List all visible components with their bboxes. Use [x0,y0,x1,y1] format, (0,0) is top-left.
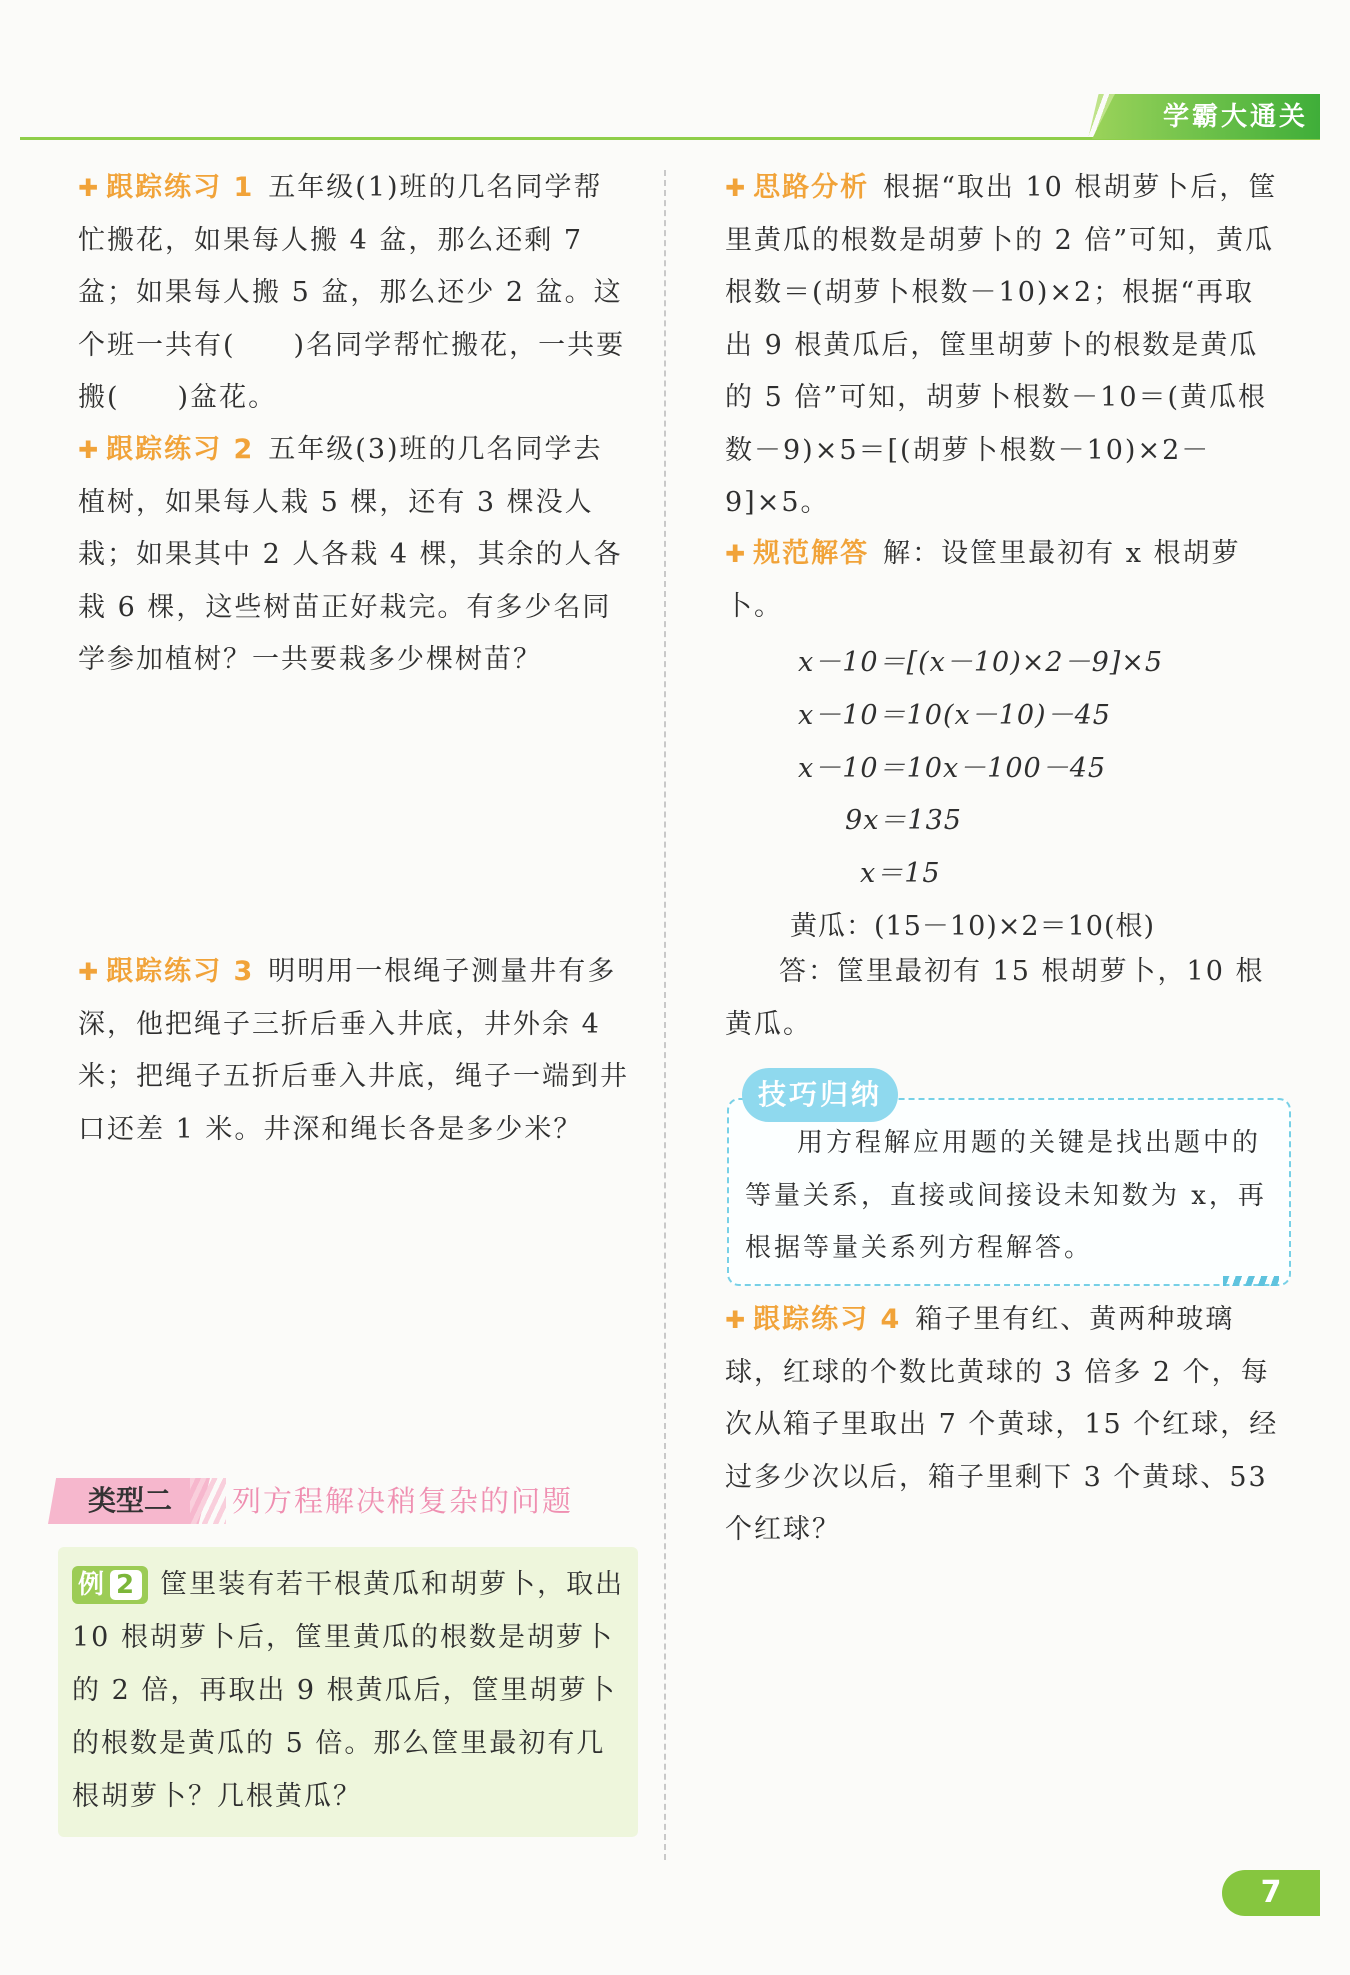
exercise-3 [78,946,630,1156]
equation-4: 9x＝135 [845,805,962,836]
exercise-2-label: ✚ 跟踪练习 2 [78,434,255,465]
answer: 答：筐里最初有 15 根胡萝卜，10 根黄瓜。 [725,956,1265,1040]
analysis [725,162,1280,530]
solution-label: ✚ 规范解答 [725,538,870,569]
equation-3: x－10＝10x－100－45 [798,753,1107,784]
exercise-4 [725,1294,1280,1557]
plus-icon: ✚ [725,1306,748,1334]
equation-5: x＝15 [860,858,941,889]
exercise-2 [78,424,630,687]
exercise-1-label: ✚ 跟踪练习 1 [78,172,255,203]
type-badge: 类型二 [87,1484,172,1517]
type-title: 列方程解决稍复杂的问题 [232,1484,574,1518]
solution [725,528,1280,633]
exercise-3-text: 明明用一根绳子测量井有多深，他把绳子三折后垂入井底，井外余 4 米；把绳子五折后垂入井底，绳子一端到井口还差 1 米。井深和绳长各是多少米？ [78,956,629,1145]
exercise-4-text: 箱子里有红、黄两种玻璃球，红球的个数比黄球的 3 倍多 2 个，每次从箱子里取出 7 个黄球，15 个红球，经过多少次以后，箱子里剩下 3 个黄球、53 个红球？ [725,1304,1279,1545]
example-number: 2 [110,1570,142,1600]
analysis-text: 根据“取出 10 根胡萝卜后，筐里黄瓜的根数是胡萝卜的 2 倍”可知，黄瓜根数＝(胡萝卜根数－10)×2；根据“再取出 9 根黄瓜后，筐里胡萝卜的根数是黄瓜的 5 倍”可知，胡萝卜根数－10＝(黄瓜根数－9)×5＝[(胡萝卜根数－10)×2－9]×5。 [725,172,1278,518]
type-stripes [190,1478,226,1524]
exercise-3-label: ✚ 跟踪练习 3 [78,956,255,987]
plus-icon: ✚ [725,174,748,202]
equation-1: x－10＝[(x－10)×2－9]×5 [798,647,1164,678]
solution-intro: 解：设筐里最初有 x 根胡萝卜。 [725,538,1241,622]
plus-icon: ✚ [78,436,101,464]
cucumber-line: 黄瓜：(15－10)×2＝10(根) [790,911,1156,942]
brand-title: 学霸大通关 [1162,102,1308,132]
analysis-label: ✚ 思路分析 [725,172,870,203]
plus-icon: ✚ [725,540,748,568]
equation-2: x－10＝10(x－10)－45 [798,700,1111,731]
plus-icon: ✚ [78,174,101,202]
tip-decoration [1223,1276,1279,1286]
exercise-2-text: 五年级(3)班的几名同学去植树，如果每人栽 5 棵，还有 3 棵没人栽；如果其中 2 人各栽 4 棵，其余的人各栽 6 棵，这些树苗正好栽完。有多少名同学参加植树？一共要栽多少棵树苗？ [78,434,623,675]
example-2 [72,1558,627,1823]
tip-title: 技巧归纳 [742,1068,898,1122]
exercise-4-label: ✚ 跟踪练习 4 [725,1304,902,1335]
tip-text: 用方程解应用题的关键是找出题中的等量关系，直接或间接设未知数为 x，再根据等量关系列方程解答。 [745,1128,1267,1263]
example-badge: 例 2 [72,1566,148,1604]
example-text: 筐里装有若干根黄瓜和胡萝卜，取出 10 根胡萝卜后，筐里黄瓜的根数是胡萝卜的 2 倍，再取出 9 根黄瓜后，筐里胡萝卜的根数是黄瓜的 5 倍。那么筐里最初有几根胡萝卜？几根黄瓜？ [72,1569,625,1812]
plus-icon: ✚ [78,958,101,986]
column-divider [664,170,666,1860]
page-number: 7 [1260,1875,1282,1910]
exercise-1 [78,162,630,425]
exercise-1-text: 五年级(1)班的几名同学帮忙搬花，如果每人搬 4 盆，那么还剩 7 盆；如果每人搬 5 盆，那么还少 2 盆。这个班一共有( )名同学帮忙搬花，一共要搬( )盆花。 [78,172,626,413]
